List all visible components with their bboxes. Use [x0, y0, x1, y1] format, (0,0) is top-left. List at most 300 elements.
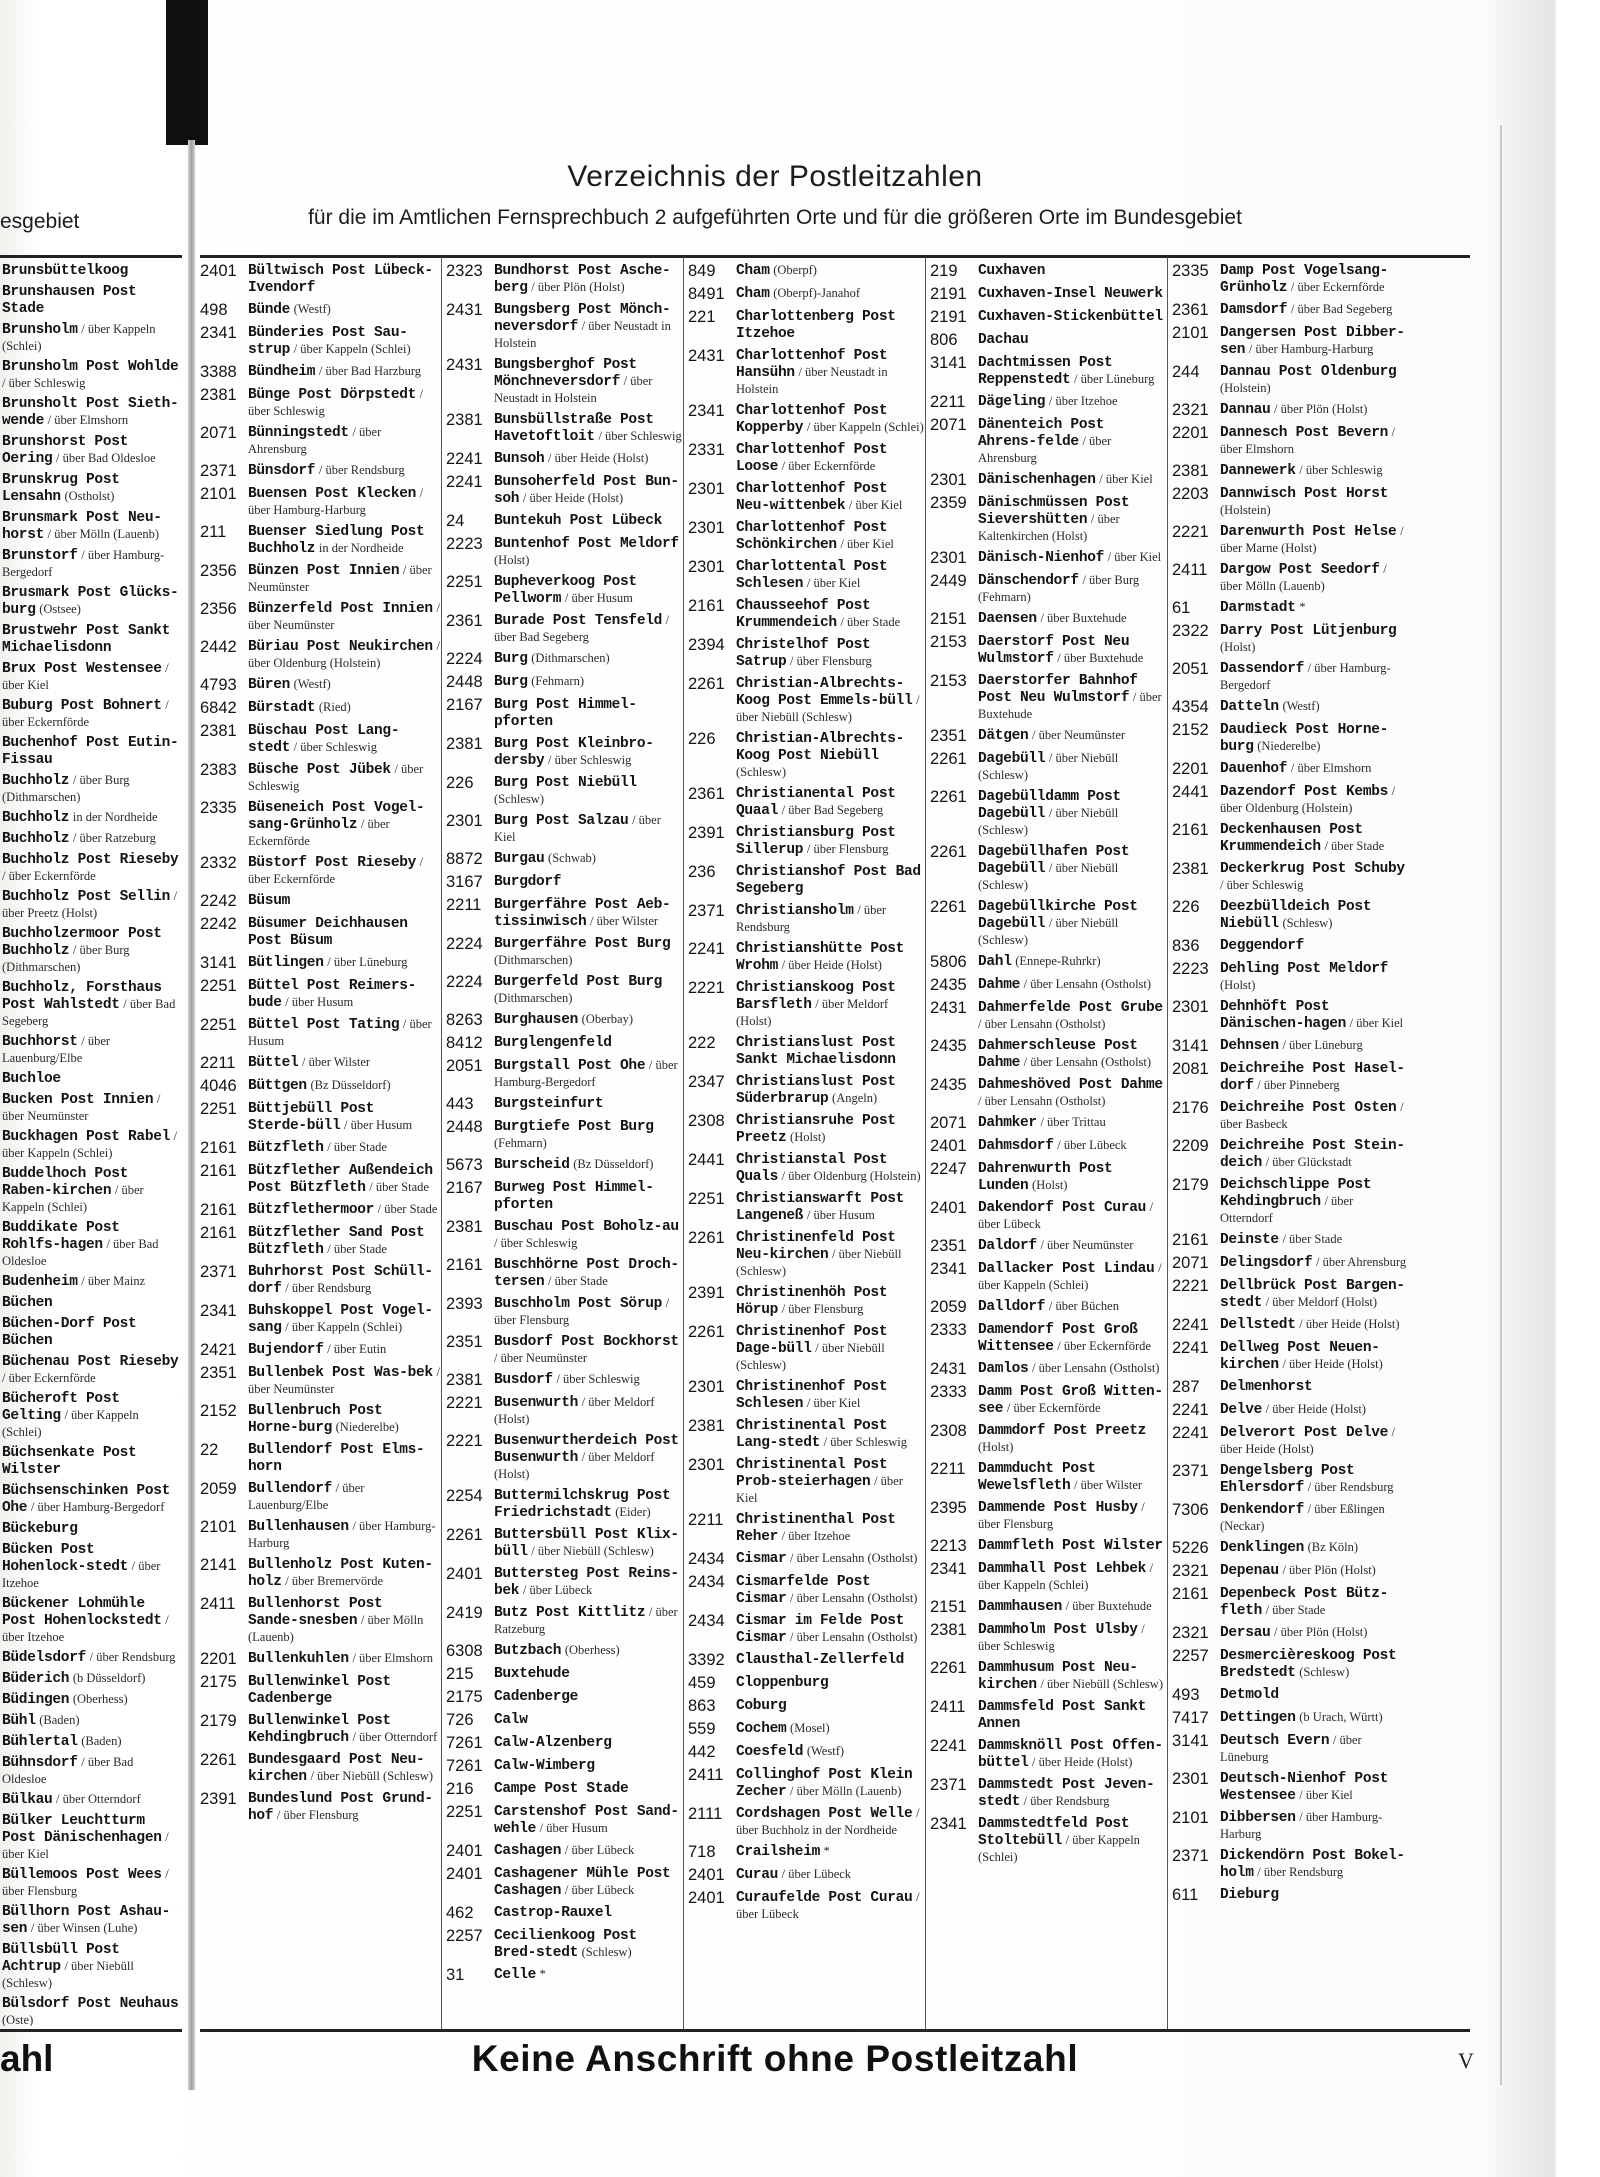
- directory-entry: [1172, 1809, 1408, 1842]
- entry-text: [494, 512, 682, 529]
- place-name: Daensen: [978, 611, 1037, 627]
- postal-code: 2224: [446, 650, 483, 668]
- postal-code: 2381: [200, 722, 237, 740]
- place-name: Damm Post Groß Witten-see: [978, 1384, 1163, 1417]
- directory-entry: [1172, 401, 1408, 419]
- place-name: Dangersen Post Dibber-sen: [1220, 325, 1405, 358]
- directory-entry: [1172, 998, 1408, 1032]
- entry-text: [736, 863, 924, 897]
- directory-entry: [200, 1556, 440, 1590]
- directory-entry: [200, 1518, 440, 1551]
- place-name: Bunsoh: [494, 451, 545, 467]
- entry-text: [1220, 1886, 1408, 1903]
- directory-entry: [2, 509, 180, 543]
- postal-code: 31: [446, 1966, 465, 1984]
- place-note: / über Eckernförde: [2, 869, 96, 883]
- entry-text: [1220, 1254, 1408, 1271]
- place-name: Calw: [494, 1712, 528, 1728]
- place-name: Christiansruhe Post Preetz: [736, 1113, 896, 1146]
- postal-code: 2381: [446, 1371, 483, 1389]
- place-note: / über Trittau: [1040, 1115, 1106, 1129]
- place-name: Cismarfelde Post Cismar: [736, 1574, 871, 1607]
- postal-code: 2419: [446, 1604, 483, 1622]
- entry-text: [248, 892, 440, 909]
- postal-code: 2321: [1172, 401, 1209, 419]
- postal-code: 2261: [930, 843, 967, 861]
- entry-text: [494, 1803, 682, 1837]
- postal-code: 2071: [200, 424, 237, 442]
- place-name: Deggendorf: [1220, 938, 1305, 954]
- entry-text: [1220, 1809, 1408, 1842]
- postal-code: 2241: [1172, 1316, 1209, 1334]
- entry-text: [248, 1341, 440, 1358]
- entry-text: [978, 1114, 1166, 1131]
- directory-entry: [446, 1011, 682, 1029]
- place-name: Charlottenhof Post Schönkirchen: [736, 520, 888, 553]
- place-note: / über Bremervörde: [285, 1574, 384, 1588]
- place-note: / über Lübeck: [522, 1583, 593, 1597]
- place-name: Bundeslund Post Grund-hof: [248, 1791, 433, 1824]
- postal-code: 2152: [200, 1402, 237, 1420]
- place-note: (Oberpf)-Janahof: [773, 286, 860, 300]
- directory-entry: [2, 1670, 180, 1687]
- entry-text: [736, 1550, 924, 1567]
- directory-entry: [200, 562, 440, 595]
- place-note: / über Kappeln (Schlei): [978, 1561, 1154, 1592]
- directory-entry: [446, 1034, 682, 1052]
- place-note: / über Niebüll (Schlesw): [531, 1544, 654, 1558]
- place-name: Dettingen: [1220, 1710, 1296, 1726]
- postal-code: 2242: [200, 892, 237, 910]
- postal-code: 2401: [446, 1842, 483, 1860]
- entry-text: [2, 1691, 180, 1708]
- entry-text: [736, 1073, 924, 1107]
- entry-text: [978, 976, 1166, 993]
- postal-code: 4793: [200, 676, 237, 694]
- entry-text: [736, 1766, 924, 1800]
- postal-code: 221: [688, 308, 716, 326]
- postal-code: 2381: [930, 1621, 967, 1639]
- place-note: / über Neustadt in Holstein: [494, 374, 653, 405]
- place-name: Charlottental Post Schlesen: [736, 559, 888, 592]
- directory-entry: [2, 979, 180, 1029]
- entry-text: [978, 1037, 1166, 1071]
- place-name: Christinenfeld Post Neu-kirchen: [736, 1230, 896, 1263]
- place-name: Burgerfähre Post Burg: [494, 936, 671, 952]
- postal-code: 287: [1172, 1378, 1200, 1396]
- place-name: Bülsdorf Post Neuhaus: [2, 1996, 179, 2012]
- place-note: / über Flensburg: [790, 654, 872, 668]
- entry-text: [494, 1526, 682, 1560]
- directory-entry: [200, 1016, 440, 1049]
- entry-text: [736, 1323, 924, 1373]
- entry-text: [978, 1537, 1166, 1554]
- entry-text: [978, 1422, 1166, 1455]
- place-name: Bullenhausen: [248, 1519, 349, 1535]
- directory-entry: [930, 285, 1166, 303]
- place-name: Depenbeck Post Bütz-fleth: [1220, 1586, 1389, 1619]
- entry-text: [2, 321, 180, 354]
- place-note: / über Eckernförde: [781, 459, 876, 473]
- entry-text: [978, 1560, 1166, 1593]
- directory-entry: [200, 1790, 440, 1824]
- postal-code: 2261: [446, 1526, 483, 1544]
- place-note: (Schlesw): [581, 1945, 632, 1959]
- place-name: Daudieck Post Horne-burg: [1220, 722, 1389, 755]
- place-name: Buhrhorst Post Schüll-dorf: [248, 1264, 433, 1297]
- postal-code: 2335: [1172, 262, 1209, 280]
- entry-text: [736, 597, 924, 631]
- place-note: (Schlesw): [1299, 1665, 1350, 1679]
- entry-text: [736, 1456, 924, 1506]
- place-name: Cham: [736, 263, 770, 279]
- directory-entry: [1172, 1585, 1408, 1619]
- place-name: Büstorf Post Rieseby: [248, 855, 417, 871]
- postal-code: 2431: [446, 301, 483, 319]
- place-note: / über Mölln (Lauenb): [1220, 562, 1387, 593]
- place-name: Dammfleth Post Wilster: [978, 1538, 1163, 1554]
- place-name: Buchholz Post Sellin: [2, 889, 171, 905]
- header-rule: [200, 255, 1470, 258]
- place-note: / über Flensburg: [2, 1867, 169, 1898]
- directory-entry: [930, 1160, 1166, 1194]
- place-note: / über Rendsburg: [1257, 1865, 1344, 1879]
- directory-entry: [688, 902, 924, 935]
- place-note: / über Neumünster: [2, 1092, 161, 1123]
- entry-text: [736, 1378, 924, 1412]
- entry-text: [736, 940, 924, 974]
- entry-text: [1220, 561, 1408, 594]
- entry-text: [1220, 1686, 1408, 1703]
- place-note: / über Kiel: [2, 1830, 169, 1861]
- entry-text: [978, 1260, 1166, 1293]
- place-note: / über Kiel: [806, 576, 861, 590]
- postal-code: 806: [930, 331, 958, 349]
- place-note: / über Kappeln (Schlei): [2, 322, 156, 353]
- postal-code: 2201: [1172, 424, 1209, 442]
- postal-code: 2224: [446, 935, 483, 953]
- place-note: / über Husum: [539, 1821, 608, 1835]
- entry-text: [494, 812, 682, 845]
- place-name: Büdingen: [2, 1692, 70, 1708]
- place-note: / über Neumünster: [1032, 728, 1126, 742]
- place-note: / über Flensburg: [781, 1302, 864, 1316]
- entry-text: [1220, 1176, 1408, 1226]
- entry-text: [978, 572, 1166, 605]
- postal-code: 2101: [200, 1518, 237, 1536]
- entry-text: [248, 485, 440, 518]
- place-note: / über Mainz: [81, 1274, 146, 1288]
- place-note: (Westf): [293, 302, 331, 316]
- place-name: Cloppenburg: [736, 1675, 829, 1691]
- directory-entry: [200, 1480, 440, 1513]
- place-name: Burgtiefe Post Burg: [494, 1119, 654, 1135]
- entry-text: [2, 1482, 180, 1516]
- place-name: Christinenthal Post Reher: [736, 1512, 896, 1545]
- place-note: / über Lübeck: [736, 1890, 920, 1921]
- entry-text: [736, 1417, 924, 1451]
- directory-entry: [930, 610, 1166, 628]
- entry-text: [736, 1190, 924, 1224]
- place-name: Dengelsberg Post Ehlersdorf: [1220, 1463, 1355, 1496]
- place-name: Carstenshof Post Sand-wehle: [494, 1804, 679, 1837]
- place-name: Brustwehr Post Sankt Michaelisdonn: [2, 623, 171, 656]
- postal-code: 2449: [930, 572, 967, 590]
- postal-code: 2251: [200, 1100, 237, 1118]
- postal-code: 2371: [200, 1263, 237, 1281]
- place-name: Dänschendorf: [978, 573, 1079, 589]
- place-name: Burgdorf: [494, 874, 562, 890]
- directory-entry: [2, 584, 180, 618]
- entry-text: [248, 1263, 440, 1297]
- postal-code: 2175: [200, 1673, 237, 1691]
- entry-text: [978, 1383, 1166, 1417]
- postal-code: 2441: [1172, 783, 1209, 801]
- place-name: Dänisch-Nienhof: [978, 550, 1105, 566]
- entry-text: [494, 1394, 682, 1427]
- entry-text: [2, 1903, 180, 1937]
- entry-text: [736, 1573, 924, 1607]
- directory-entry: [1172, 721, 1408, 755]
- place-name: Burg Post Himmel-pforten: [494, 697, 637, 730]
- directory-entry: [930, 1422, 1166, 1455]
- place-name: Deichreihe Post Hasel-dorf: [1220, 1061, 1405, 1094]
- place-name: Bünderies Post Sau-strup: [248, 325, 408, 358]
- entry-text: [736, 1674, 924, 1691]
- directory-entry: [2, 321, 180, 354]
- place-name: Buhskoppel Post Vogel-sang: [248, 1303, 433, 1336]
- directory-entry: [446, 673, 682, 691]
- directory-entry: [1172, 1686, 1408, 1704]
- postal-code: 2371: [1172, 1847, 1209, 1865]
- entry-text: [2, 1733, 180, 1750]
- place-note: / über Kiel: [840, 537, 894, 551]
- place-note: / über Elmshorn: [47, 413, 129, 427]
- entry-text: [494, 1057, 682, 1090]
- postal-code: 2381: [1172, 860, 1209, 878]
- place-name: Calw-Alzenberg: [494, 1735, 612, 1751]
- entry-text: [248, 1364, 440, 1397]
- directory-entry: [446, 1487, 682, 1521]
- entry-text: [2, 358, 180, 391]
- place-note: / über Plön (Holst): [531, 280, 625, 294]
- place-name: Depenau: [1220, 1563, 1279, 1579]
- entry-text: [978, 1076, 1166, 1109]
- entry-text: [978, 1776, 1166, 1810]
- postal-code: 2254: [446, 1487, 483, 1505]
- entry-text: [736, 558, 924, 592]
- directory-entry: [446, 356, 682, 406]
- postal-code: 2301: [688, 558, 725, 576]
- place-note: / über Bad Segeberg: [2, 997, 176, 1028]
- directory-entry: [930, 1659, 1166, 1693]
- directory-entry: [446, 1371, 682, 1389]
- postal-code: 2223: [446, 535, 483, 553]
- entry-text: [2, 622, 180, 656]
- directory-entry: [930, 1076, 1166, 1109]
- directory-entry: [446, 1394, 682, 1427]
- place-note: / über Lüneburg: [1282, 1038, 1363, 1052]
- directory-entry: [200, 600, 440, 633]
- directory-entry: [930, 1114, 1166, 1132]
- entry-text: [248, 1054, 440, 1071]
- column-3: [688, 262, 924, 2026]
- place-note: / über Mölln (Lauenb): [248, 1613, 424, 1644]
- directory-entry: [200, 977, 440, 1011]
- place-name: Bützfleth: [248, 1140, 324, 1156]
- entry-text: [736, 1034, 924, 1068]
- place-name: Deutsch-Nienhof Post Westensee: [1220, 1771, 1389, 1804]
- directory-entry: [930, 1815, 1166, 1865]
- directory-entry: [930, 354, 1166, 388]
- directory-entry: [200, 892, 440, 910]
- postal-code: 2261: [688, 1323, 725, 1341]
- entry-text: [1220, 760, 1408, 777]
- postal-code: 462: [446, 1904, 474, 1922]
- place-name: Dahmerfelde Post Grube: [978, 1000, 1163, 1016]
- place-name: Buensen Post Klecken: [248, 486, 417, 502]
- postal-code: 2261: [930, 788, 967, 806]
- place-name: Bundesgaard Post Neu-kirchen: [248, 1752, 425, 1785]
- place-name: Dammhusum Post Neu-kirchen: [978, 1660, 1138, 1693]
- postal-code: 2411: [1172, 561, 1208, 579]
- entry-text: [1220, 1539, 1408, 1556]
- place-note: / über Stade: [1324, 839, 1385, 853]
- place-note: / über Schleswig: [823, 1435, 907, 1449]
- entry-text: [1220, 1401, 1408, 1418]
- directory-entry: [446, 1565, 682, 1599]
- directory-entry: [446, 735, 682, 769]
- entry-text: [248, 722, 440, 756]
- directory-entry: [688, 1674, 924, 1692]
- directory-entry: [2, 1033, 180, 1066]
- place-name: Büllhorn Post Ashau-sen: [2, 1904, 171, 1937]
- entry-text: [978, 633, 1166, 667]
- place-name: Buddikate Post Rohlfs-hagen: [2, 1220, 120, 1253]
- entry-text: [978, 1137, 1166, 1154]
- place-note: / über Kappeln (Schlei): [2, 1129, 178, 1160]
- entry-text: [2, 547, 180, 580]
- postal-code: 2371: [688, 902, 725, 920]
- entry-text: [494, 1487, 682, 1521]
- postal-code: 2381: [446, 1218, 483, 1236]
- postal-code: 8872: [446, 850, 483, 868]
- place-name: Dassendorf: [1220, 661, 1305, 677]
- place-note: (Schlesw): [736, 765, 786, 779]
- directory-entry: [1172, 1378, 1408, 1396]
- directory-entry: [1172, 1060, 1408, 1094]
- entry-text: [1220, 937, 1408, 954]
- entry-text: [736, 1284, 924, 1318]
- place-name: Busenwurtherdeich Post Busenwurth: [494, 1433, 679, 1466]
- place-name: Charlottenhof Post Neu-wittenbek: [736, 481, 888, 514]
- place-note: / über Stade: [377, 1202, 438, 1216]
- place-note: / über Kappeln (Schlei): [806, 420, 924, 434]
- directory-entry: [2, 830, 180, 847]
- place-name: Dellstedt: [1220, 1317, 1296, 1333]
- directory-entry: [2, 1444, 180, 1478]
- place-name: Brunsholm Post Wohlde: [2, 359, 179, 375]
- entry-text: [736, 1743, 924, 1760]
- postal-code: 2393: [446, 1295, 483, 1313]
- place-name: Deckerkrug Post Schuby: [1220, 861, 1405, 877]
- place-name: Dammende Post Husby: [978, 1500, 1138, 1516]
- place-name: Dagebüllkirche Post Dagebüll: [978, 899, 1138, 932]
- place-note: (b Urach, Württ): [1299, 1710, 1383, 1724]
- postal-code: 2151: [930, 1598, 967, 1616]
- postal-code: 2209: [1172, 1137, 1209, 1155]
- place-note: / über Bad Oldesloe: [2, 1755, 134, 1786]
- directory-entry: [446, 1604, 682, 1637]
- postal-code: 2331: [688, 441, 725, 459]
- directory-entry: [1172, 262, 1408, 296]
- postal-code: 2223: [1172, 960, 1209, 978]
- place-name: Büttel: [248, 1055, 299, 1071]
- directory-entry: [200, 954, 440, 972]
- directory-entry: [200, 799, 440, 849]
- directory-entry: [200, 1139, 440, 1157]
- postal-code: 7306: [1172, 1501, 1209, 1519]
- place-name: Bungsberg Post Mönch-neversdorf: [494, 302, 671, 335]
- place-note: (Holstein): [1220, 503, 1271, 517]
- place-name: Büchsenkate Post Wilster: [2, 1445, 137, 1478]
- place-name: Bundhorst Post Asche-berg: [494, 263, 671, 296]
- postal-code: 2161: [1172, 1585, 1209, 1603]
- place-name: Dammholm Post Ulsby: [978, 1622, 1138, 1638]
- directory-entry: [930, 1383, 1166, 1417]
- entry-text: [978, 354, 1166, 388]
- directory-entry: [1172, 424, 1408, 457]
- place-note: / über Niebüll (Schlesw): [978, 861, 1119, 892]
- postal-code: 2381: [446, 411, 483, 429]
- page-mark: V: [1458, 2048, 1474, 2073]
- entry-text: [1220, 660, 1408, 693]
- entry-text: [494, 935, 682, 968]
- postal-code: 2179: [200, 1712, 237, 1730]
- directory-entry: [200, 1224, 440, 1258]
- postal-code: 2201: [200, 1650, 237, 1668]
- postal-code: 2356: [200, 562, 237, 580]
- entry-text: [494, 1034, 682, 1051]
- postal-code: 2322: [1172, 622, 1209, 640]
- directory-entry: [930, 1598, 1166, 1616]
- place-name: Denkendorf: [1220, 1502, 1305, 1518]
- postal-code: 2441: [688, 1151, 725, 1169]
- entry-text: [2, 772, 180, 805]
- directory-entry: [446, 1927, 682, 1961]
- place-note: *: [823, 1844, 830, 1858]
- place-note: / über Ahrensburg: [1316, 1255, 1407, 1269]
- entry-text: [978, 1298, 1166, 1315]
- postal-code: 2301: [930, 549, 967, 567]
- place-name: Brunsholt Post Sieth-wende: [2, 396, 179, 429]
- directory-entry: [2, 1520, 180, 1537]
- place-note: / über Itzehoe: [781, 1529, 851, 1543]
- place-note: / über Hamburg-Harburg: [248, 486, 424, 517]
- entry-text: [2, 1444, 180, 1478]
- place-name: Damp Post Vogelsang-Grünholz: [1220, 263, 1389, 296]
- postal-code: 22: [200, 1441, 219, 1459]
- place-name: Collinghof Post Klein Zecher: [736, 1767, 913, 1800]
- directory-entry: [2, 888, 180, 921]
- place-name: Bullendorf Post Elms-horn: [248, 1442, 425, 1475]
- directory-entry: [1172, 1886, 1408, 1904]
- place-name: Dagebüllhafen Post Dagebüll: [978, 844, 1130, 877]
- place-note: (Oberhess): [564, 1643, 620, 1657]
- entry-text: [1220, 1770, 1408, 1804]
- directory-entry: [2, 1070, 180, 1087]
- entry-text: [1220, 1137, 1408, 1171]
